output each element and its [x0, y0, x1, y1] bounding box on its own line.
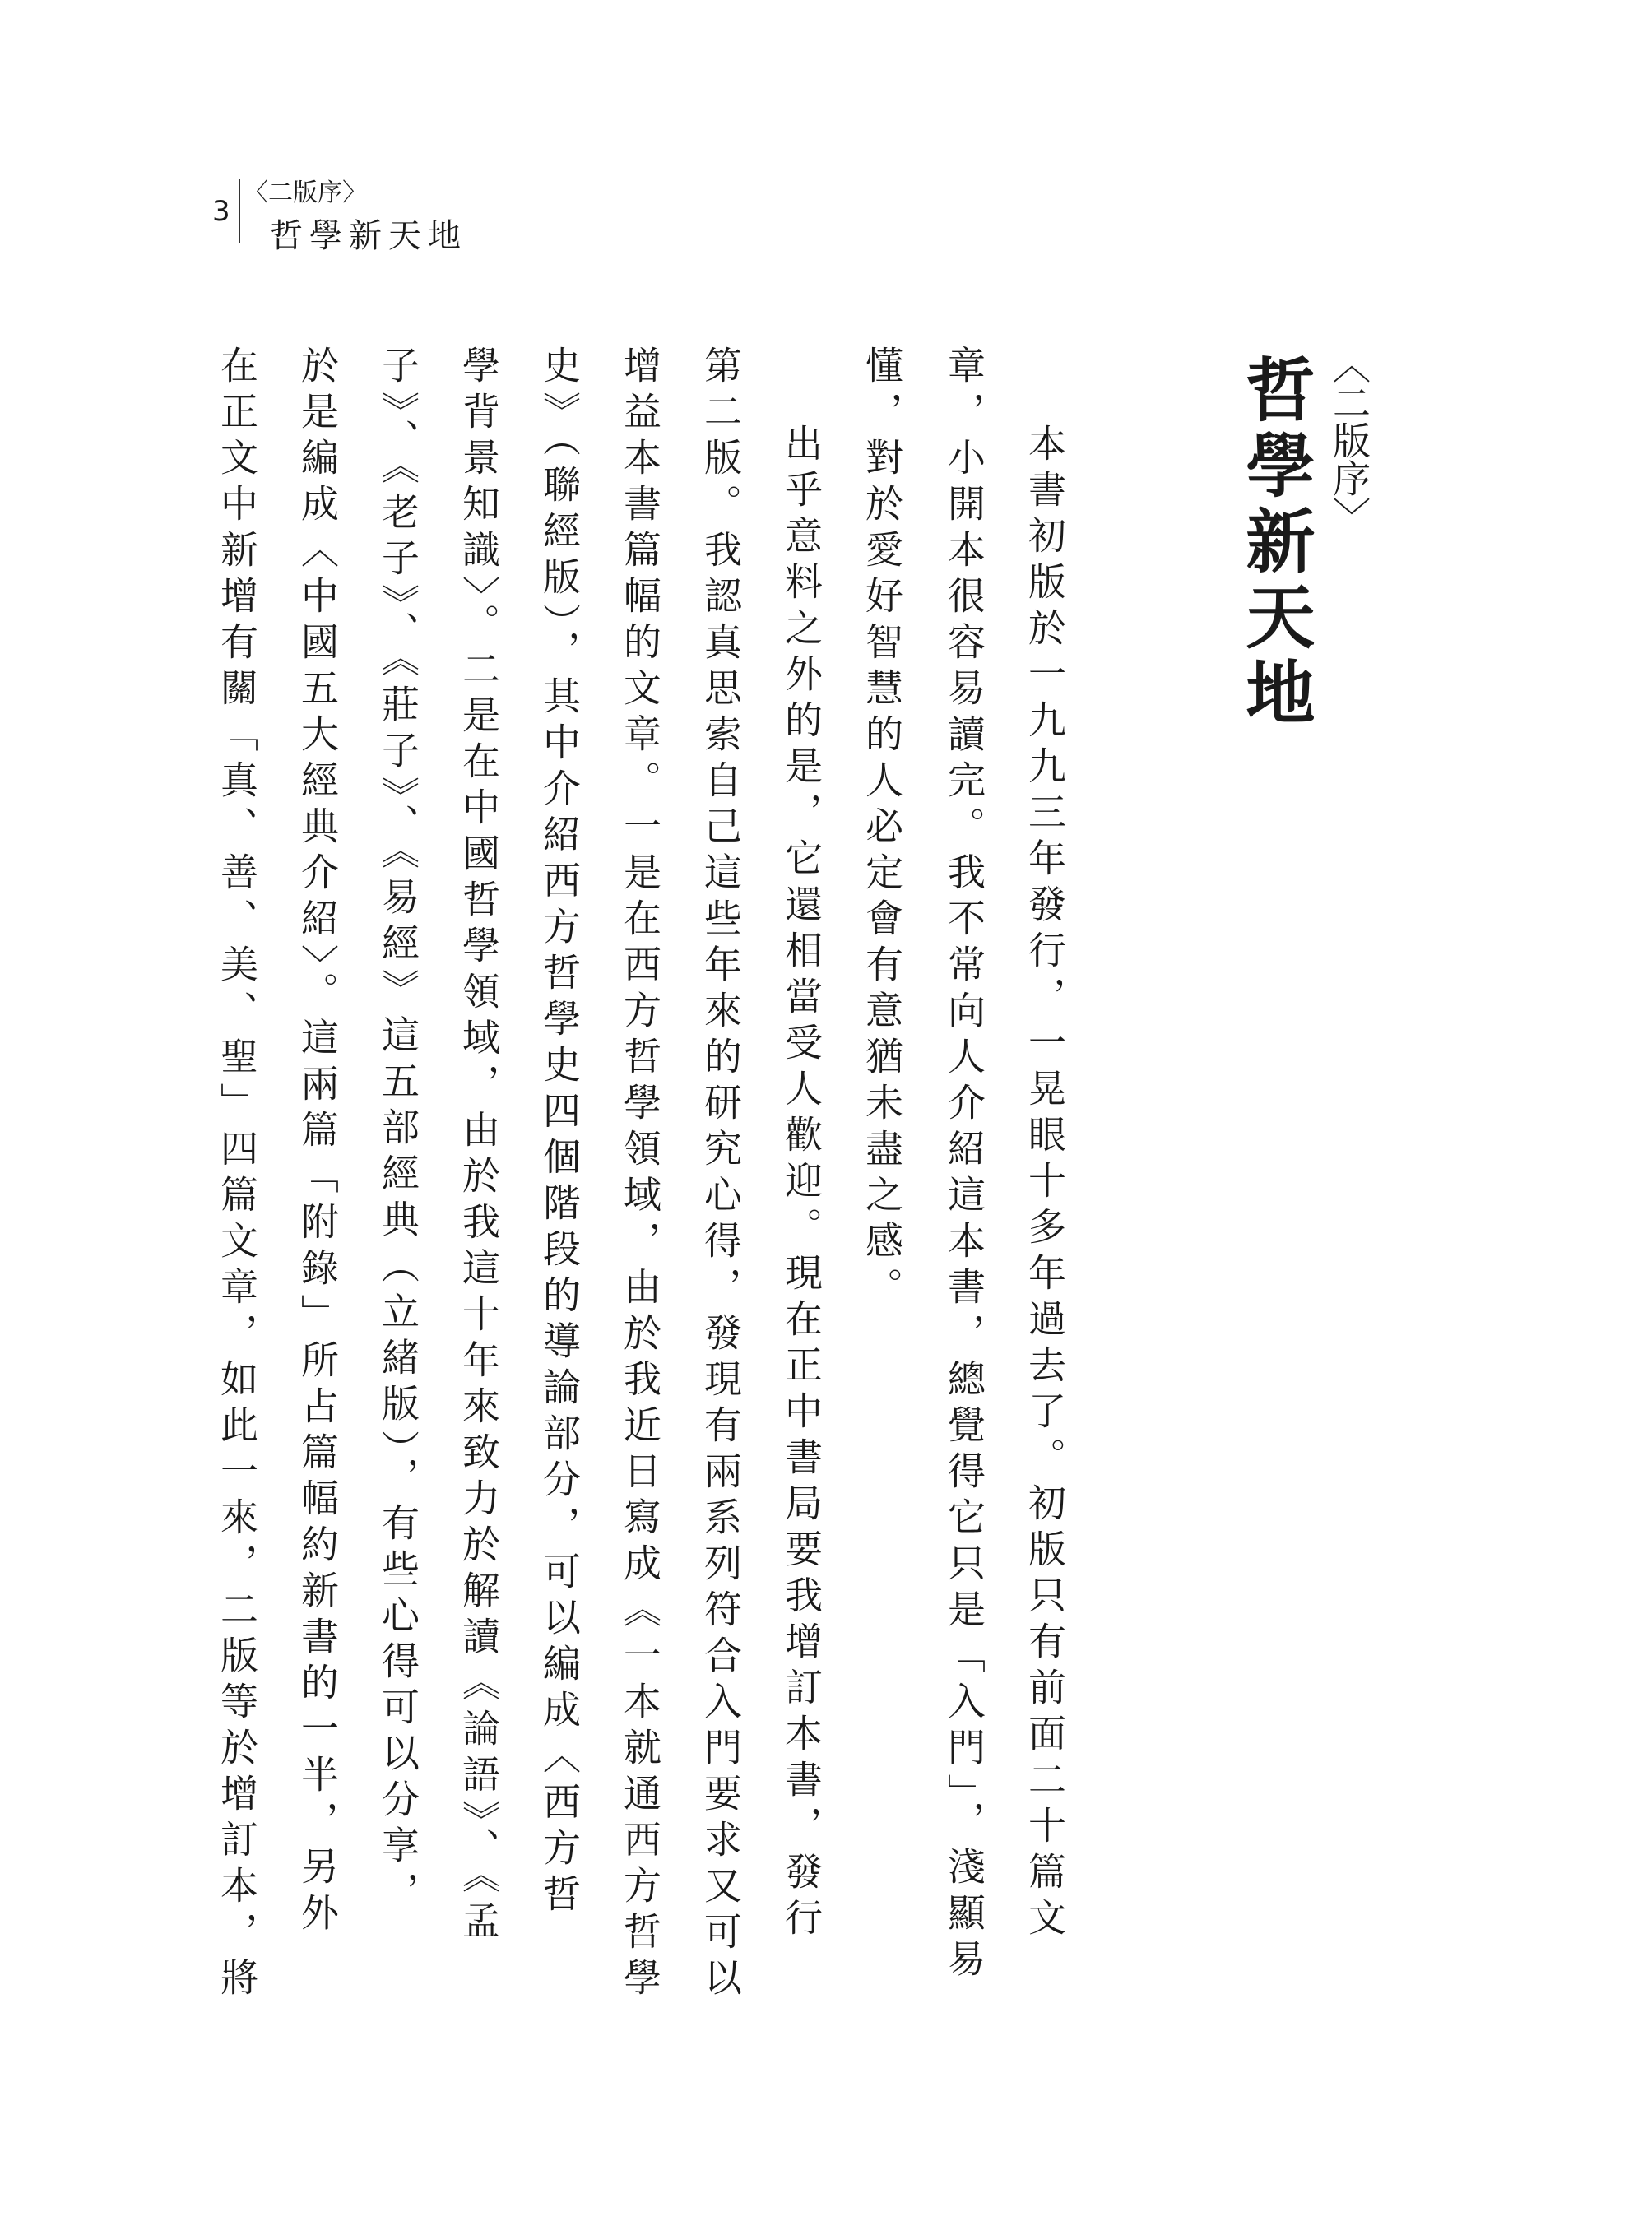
- chapter-title-block: [1234, 345, 1374, 757]
- body-column-3: 懂，對於愛好智慧的人必定會有意猶未盡之感。: [860, 345, 904, 1313]
- body-column-5: 第二版。我認真思索自己這些年來的研究心得，發現有兩系列符合入門要求又可以: [698, 345, 743, 2004]
- body-column-9: 子》、《老子》、《莊子》、《易經》這五部經典（立緒版），有些心得可以分享，: [376, 345, 420, 1917]
- body-column-11: 在正文中新增有關「真、善、美、聖」四篇文章，如此一來，二版等於增訂本，將: [215, 345, 259, 2004]
- running-head-divider: [239, 179, 240, 243]
- body-column-4: 出乎意料之外的是，它還相當受人歡迎。現在正中書局要我增訂本書，發行: [779, 424, 824, 1944]
- body-column-2: 章，小開本很容易讀完。我不常向人介紹這本書，總覺得它只是「入門」，淺顯易: [942, 345, 986, 1985]
- running-head-book-title: 哲學新天地: [270, 217, 467, 255]
- running-head-edition-label: 〈二版序〉: [244, 179, 367, 207]
- body-column-1: 本書初版於一九九三年發行，一晃眼十多年過去了。初版只有前面二十篇文: [1023, 424, 1067, 1944]
- chapter-edition-label: 〈二版序〉: [1327, 345, 1371, 535]
- body-column-6: 增益本書篇幅的文章。一是在西方哲學領域，由於我近日寫成《一本就通西方哲學: [618, 345, 662, 2004]
- chapter-title: 哲學新天地: [1235, 354, 1316, 732]
- body-column-8: 學背景知識〉。二是在中國哲學領域，由於我這十年來致力於解讀《論語》、《孟: [457, 345, 501, 1947]
- page-number: 3: [212, 195, 230, 228]
- body-column-7: 史》（聯經版），其中介紹西方哲學史四個階段的導論部分，可以編成〈西方哲: [537, 345, 582, 1920]
- body-column-10: 於是編成〈中國五大經典介紹〉。這兩篇「附錄」所占篇幅約新書的一半，另外: [295, 345, 340, 1939]
